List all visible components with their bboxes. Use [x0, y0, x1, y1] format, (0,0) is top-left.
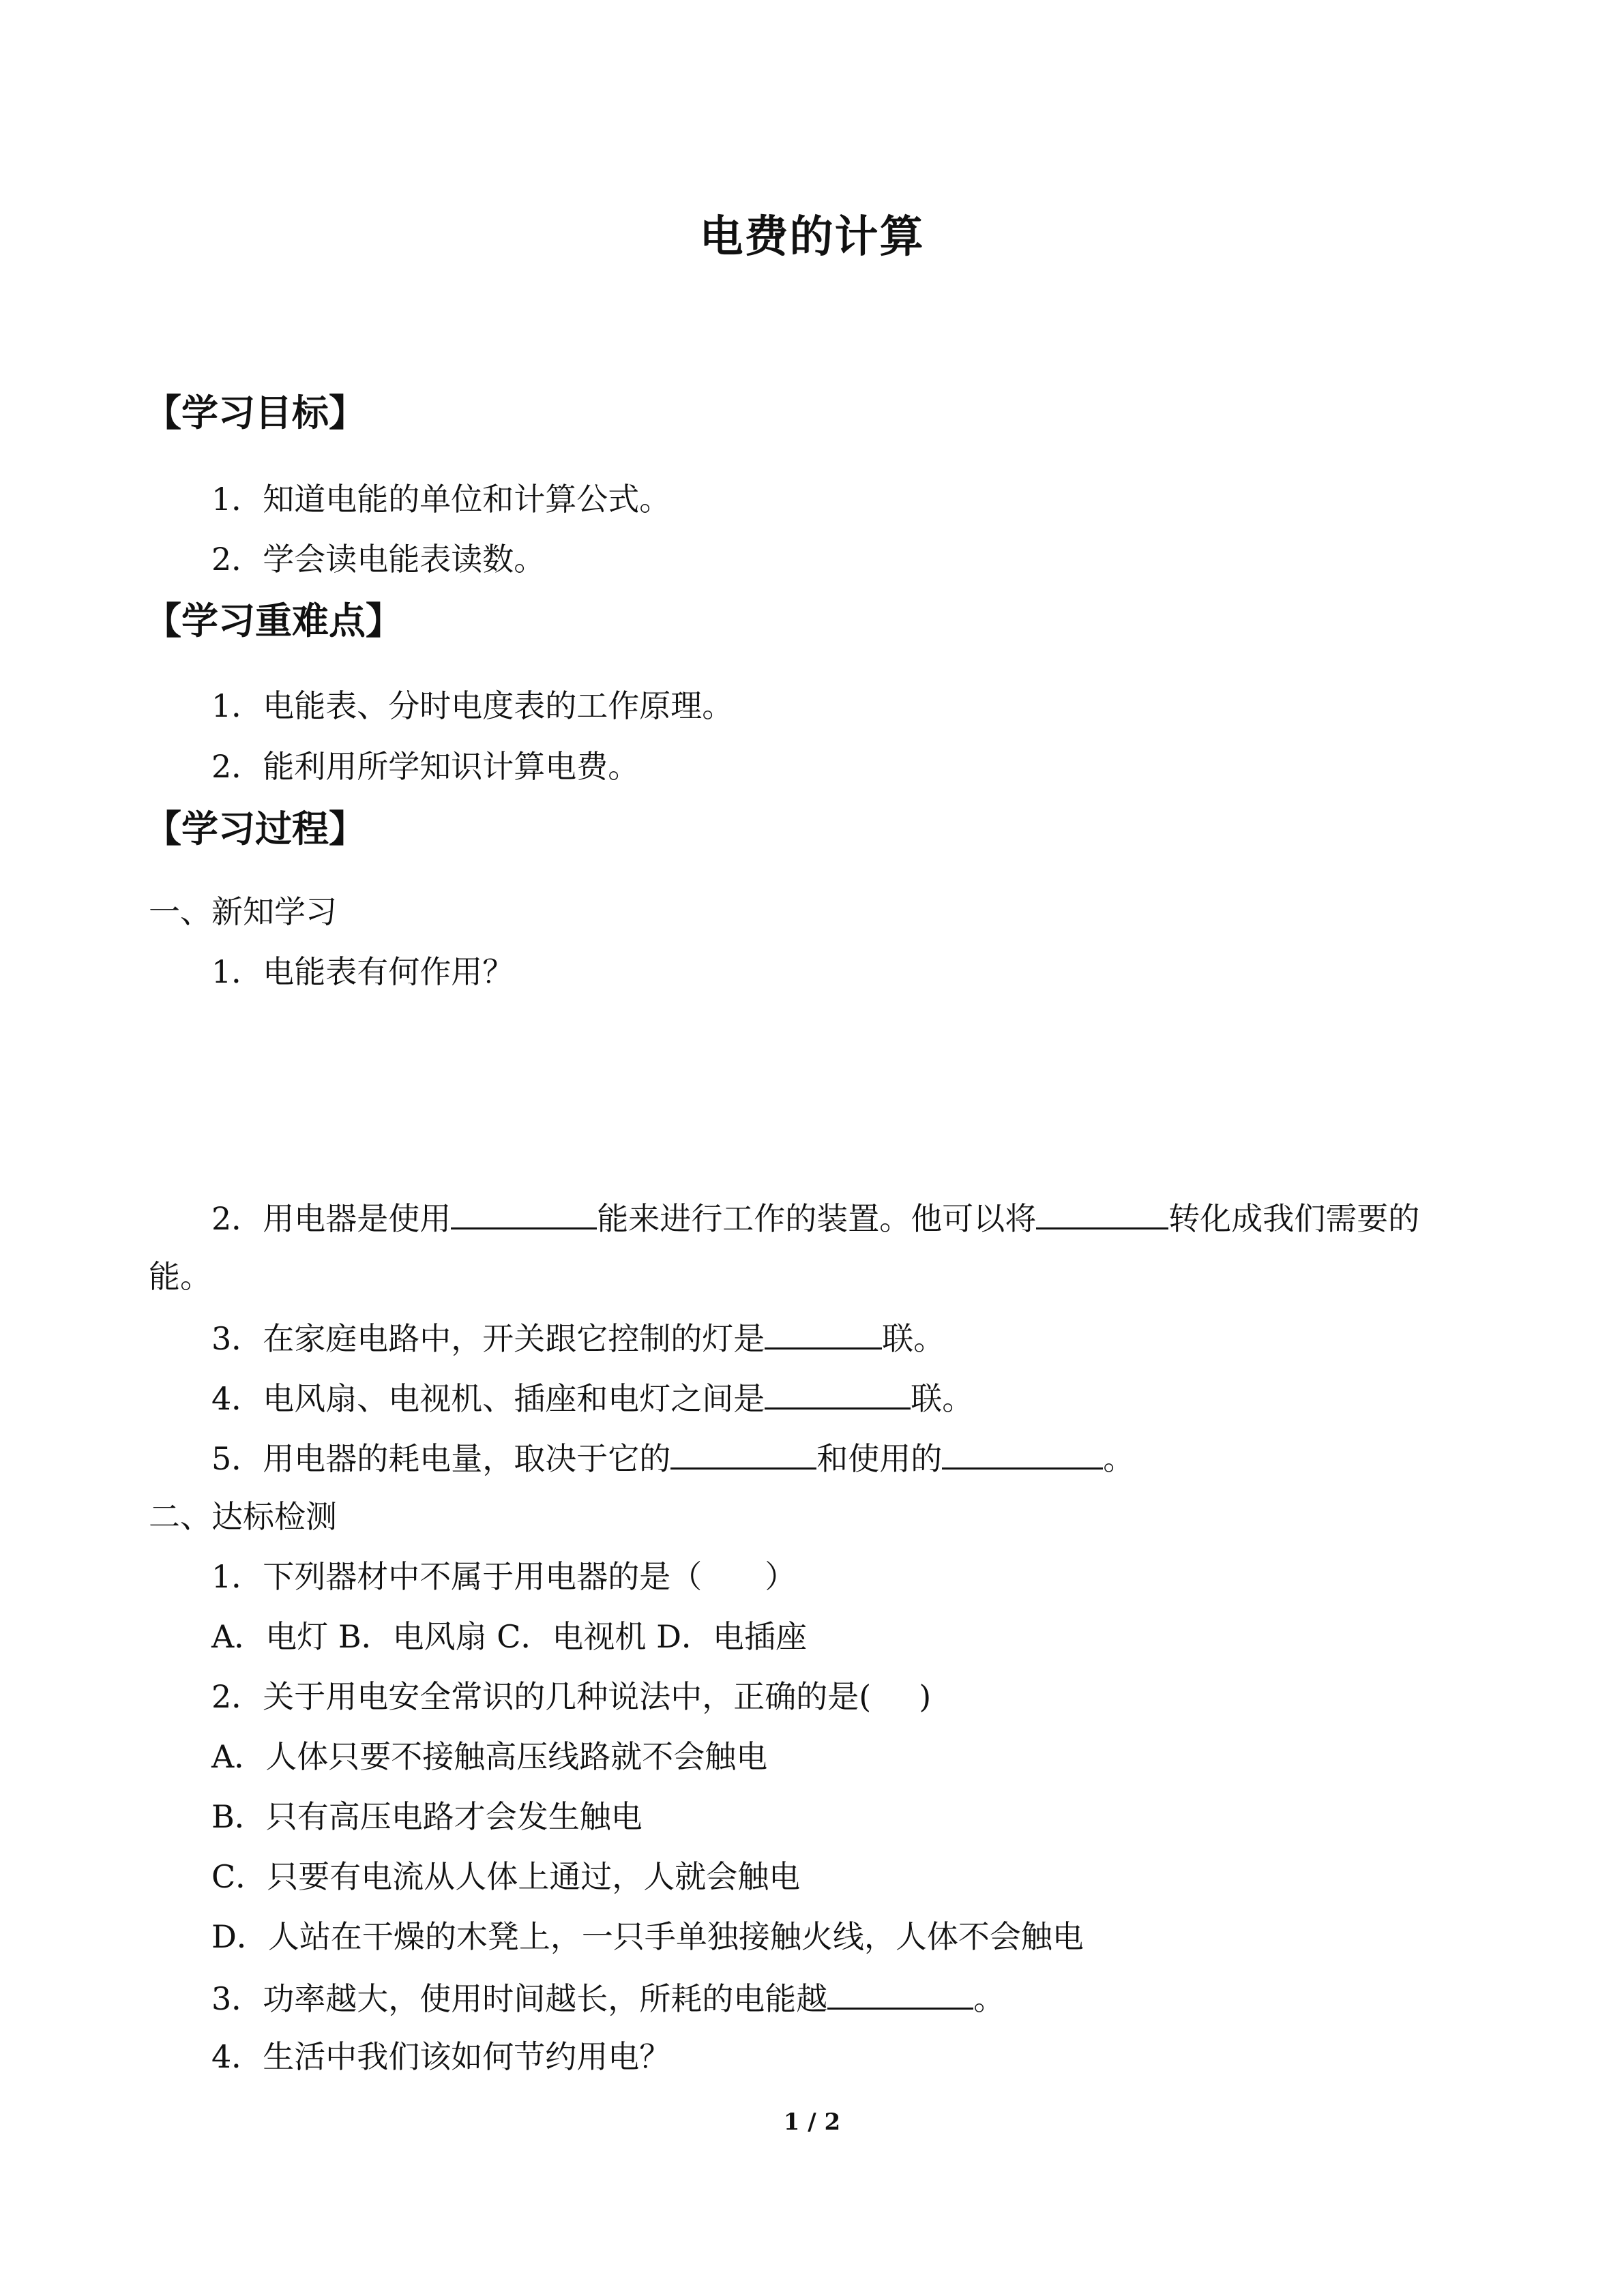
answer-blank[interactable]: [451, 1195, 597, 1229]
p2q2-close: ): [919, 1678, 932, 1715]
part2-question-1: [211, 1555, 796, 1598]
q4-text-b: 联。: [911, 1380, 974, 1417]
part1-question-2-cont: 能。: [149, 1258, 211, 1295]
q3-text-a: 3．在家庭电路中，开关跟它控制的灯是: [211, 1320, 765, 1357]
part1-question-3: [211, 1315, 945, 1360]
heading-objectives: 【学习目标】: [145, 391, 366, 434]
part2-question-1-options: A．电灯 B．电风扇 C．电视机 D．电插座: [211, 1618, 807, 1655]
answer-blank[interactable]: [670, 1435, 816, 1470]
page-title: 电费的计算: [699, 211, 925, 263]
q2-text-a: 2．用电器是使用: [211, 1200, 452, 1237]
option-b: B．只有高压电路才会发生触电: [211, 1798, 643, 1835]
option-a: A．人体只要不接触高压线路就不会触电: [211, 1738, 768, 1775]
p2q1-stem: 1．下列器材中不属于用电器的是（: [211, 1558, 703, 1595]
p2q3-text-a: 3．功率越大，使用时间越长，所耗的电能越: [211, 1980, 828, 2017]
key-point-item-1: 1．电能表、分时电度表的工作原理。: [211, 687, 734, 724]
option-d: D．人站在干燥的木凳上，一只手单独接触火线，人体不会触电: [211, 1918, 1084, 1955]
objective-item-2: 2．学会读电能表读数。: [211, 541, 546, 578]
q2-text-b: 能来进行工作的装置。他可以将: [597, 1200, 1037, 1237]
part1-question-4: [211, 1375, 973, 1420]
q4-text-a: 4．电风扇、电视机、插座和电灯之间是: [211, 1380, 765, 1417]
part2-question-2: [211, 1675, 931, 1718]
heading-key-points: 【学习重难点】: [145, 599, 402, 642]
q2-text-c: 转化成我们需要的: [1168, 1200, 1420, 1237]
p2q1-close: ）: [765, 1558, 797, 1595]
page-number: 1 / 2: [783, 2108, 841, 2136]
q5-text-b: 和使用的: [816, 1440, 943, 1477]
answer-blank[interactable]: [942, 1435, 1103, 1470]
part1-question-2: [211, 1195, 1419, 1240]
part1-question-5: [211, 1435, 1134, 1480]
q5-text-c: 。: [1103, 1440, 1135, 1477]
part2-label: 二、达标检测: [149, 1498, 337, 1535]
part2-question-4: 4．生活中我们该如何节约用电？: [211, 2038, 671, 2075]
part1-label: 一、新知学习: [149, 893, 337, 930]
key-point-item-2: 2．能利用所学知识计算电费。: [211, 748, 640, 785]
objective-item-1: 1．知道电能的单位和计算公式。: [211, 481, 671, 518]
p2q3-text-b: 。: [973, 1980, 1005, 2017]
option-c: C．只要有电流从人体上通过，人就会触电: [211, 1858, 801, 1895]
answer-blank[interactable]: [1036, 1195, 1168, 1229]
part2-question-3: [211, 1975, 1005, 2021]
answer-blank[interactable]: [765, 1315, 882, 1350]
answer-blank[interactable]: [765, 1375, 911, 1410]
part1-question-1: 1．电能表有何作用？: [211, 953, 514, 990]
p2q2-stem: 2．关于用电安全常识的几种说法中，正确的是(: [211, 1678, 872, 1715]
q3-text-b: 联。: [882, 1320, 945, 1357]
heading-process: 【学习过程】: [145, 807, 366, 850]
q5-text-a: 5．用电器的耗电量，取决于它的: [211, 1440, 671, 1477]
answer-blank[interactable]: [827, 1975, 973, 2010]
